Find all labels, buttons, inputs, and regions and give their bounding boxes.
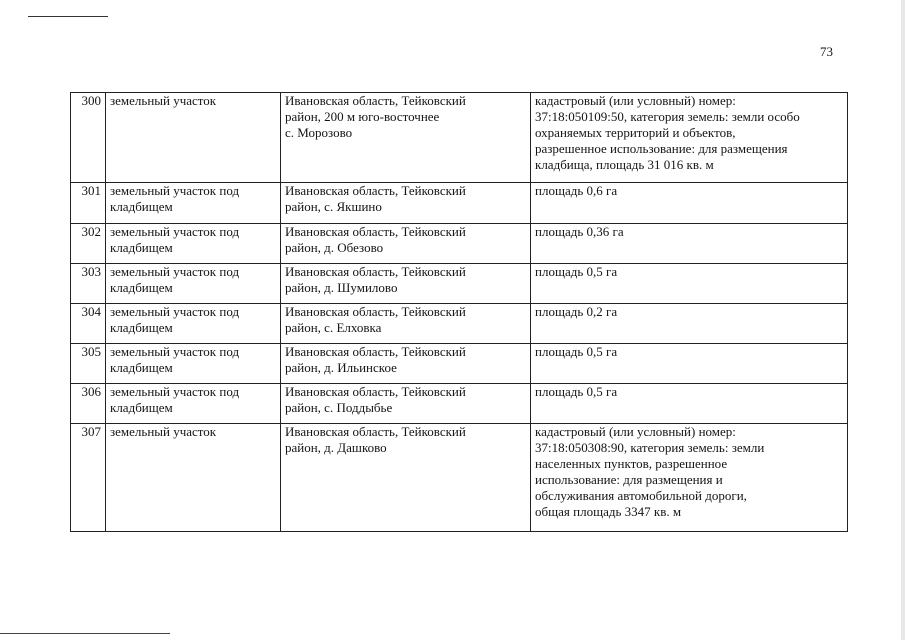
table-row: [71, 344, 848, 384]
object-type-cell: [106, 344, 281, 384]
object-type-cell: [106, 384, 281, 424]
details-cell: [531, 264, 848, 304]
property-table-body: [71, 93, 848, 532]
object-type-cell: [106, 304, 281, 344]
address-cell: [281, 224, 531, 264]
details-cell: [531, 304, 848, 344]
row-number: 305: [71, 344, 106, 384]
details: площадь 0,5 га: [535, 344, 618, 359]
row-number: 303: [71, 264, 106, 304]
details: площадь 0,5 га: [535, 264, 618, 279]
table-row: [71, 183, 848, 224]
address-cell: [281, 344, 531, 384]
details-cell: [531, 424, 848, 532]
details-cell: [531, 224, 848, 264]
object-type: земельный участок под кладбищем: [110, 344, 240, 375]
address: Ивановская область, Тейковский район, с. Елховка: [285, 304, 466, 335]
details: кадастровый (или условный) номер: 37:18:050308:90, категория земель: земли населенных пунктов, разрешенное использование: для размещения и обслуживания автомобильной дороги, общая площадь 3347 кв. м: [535, 424, 765, 519]
address: Ивановская область, Тейковский район, с. Поддыбье: [285, 384, 466, 415]
row-number: 301: [71, 183, 106, 224]
scan-mark-bottom: [0, 633, 170, 634]
address-cell: [281, 264, 531, 304]
address: Ивановская область, Тейковский район, д. Дашково: [285, 424, 466, 455]
scan-edge: [901, 0, 905, 640]
object-type: земельный участок под кладбищем: [110, 264, 240, 295]
object-type-cell: [106, 424, 281, 532]
object-type: земельный участок под кладбищем: [110, 304, 240, 335]
object-type-cell: [106, 93, 281, 183]
address-cell: [281, 93, 531, 183]
table-row: [71, 224, 848, 264]
details-cell: [531, 93, 848, 183]
object-type: земельный участок: [110, 93, 217, 108]
details: площадь 0,6 га: [535, 183, 618, 198]
table-row: [71, 93, 848, 183]
object-type: земельный участок под кладбищем: [110, 183, 240, 214]
scan-mark-top: [28, 16, 108, 17]
object-type: земельный участок под кладбищем: [110, 224, 240, 255]
object-type: земельный участок: [110, 424, 217, 439]
details-cell: [531, 384, 848, 424]
details-cell: [531, 183, 848, 224]
row-number: 302: [71, 224, 106, 264]
table-row: [71, 424, 848, 532]
table-row: [71, 264, 848, 304]
row-number: 300: [71, 93, 106, 183]
address: Ивановская область, Тейковский район, д. Обезово: [285, 224, 466, 255]
details-cell: [531, 344, 848, 384]
object-type: земельный участок под кладбищем: [110, 384, 240, 415]
property-table: [70, 92, 848, 532]
row-number: 307: [71, 424, 106, 532]
object-type-cell: [106, 183, 281, 224]
address: Ивановская область, Тейковский район, с. Якшино: [285, 183, 466, 214]
details: площадь 0,2 га: [535, 304, 618, 319]
row-number: 306: [71, 384, 106, 424]
address: Ивановская область, Тейковский район, д. Шумилово: [285, 264, 466, 295]
address-cell: [281, 304, 531, 344]
address: Ивановская область, Тейковский район, д. Ильинское: [285, 344, 466, 375]
table-row: [71, 304, 848, 344]
object-type-cell: [106, 224, 281, 264]
details: площадь 0,5 га: [535, 384, 618, 399]
address: Ивановская область, Тейковский район, 200 м юго-восточнее с. Морозово: [285, 93, 466, 140]
page-number: 73: [820, 44, 833, 59]
table-row: [71, 384, 848, 424]
row-number: 304: [71, 304, 106, 344]
address-cell: [281, 183, 531, 224]
address-cell: [281, 384, 531, 424]
details: площадь 0,36 га: [535, 224, 624, 239]
object-type-cell: [106, 264, 281, 304]
details: кадастровый (или условный) номер: 37:18:050109:50, категория земель: земли особо охраняемых территорий и объектов, разрешенное использование: для размещения кладбища, площадь 31 016 кв. м: [535, 93, 800, 172]
address-cell: [281, 424, 531, 532]
